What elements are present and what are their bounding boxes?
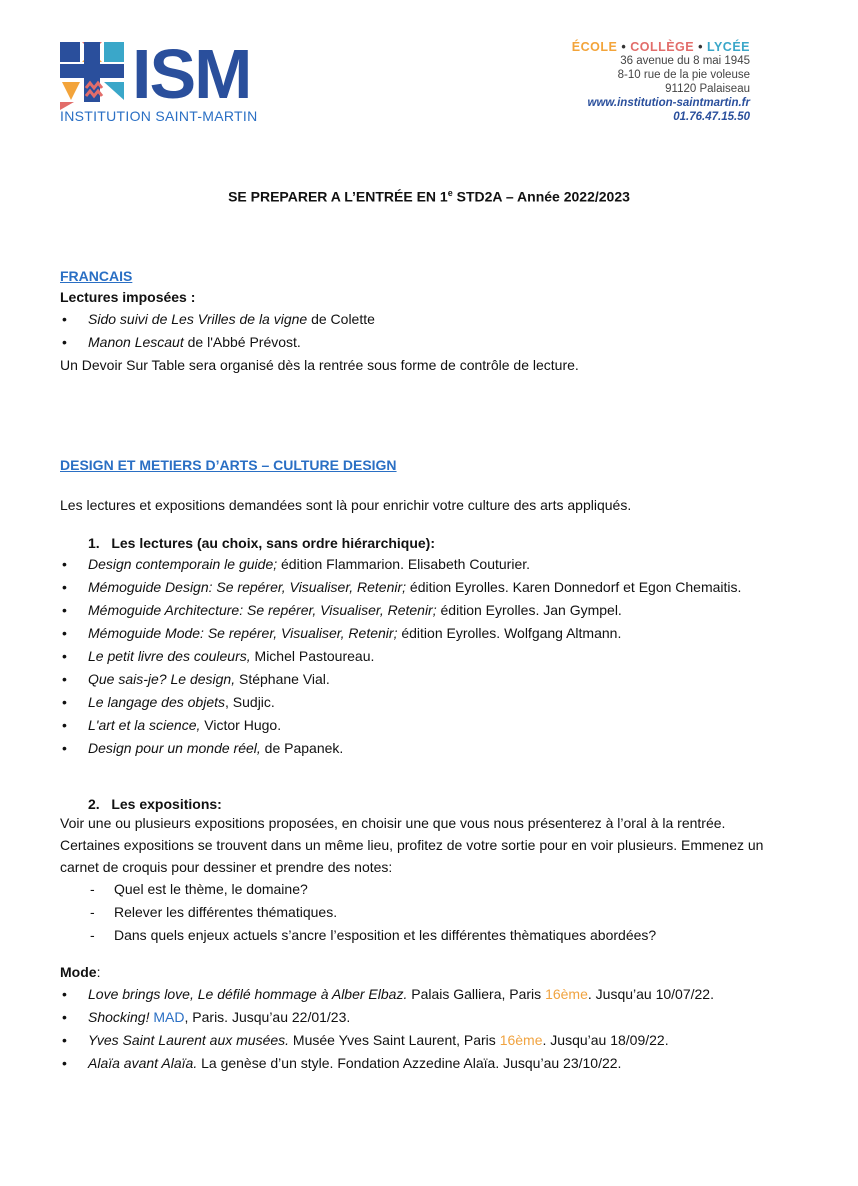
level-lycee: LYCÉE (706, 40, 750, 54)
address-line: 8-10 rue de la pie voleuse (617, 69, 750, 81)
expositions-intro: Voir une ou plusieurs expositions proposées, en choisir une que vous nous présenterez à l’oral à la rentrée. Certaines expositions se trouvent dans un même lieu, profitez de votre sortie pour en voir plusieurs. Emmenez un carnet de croquis pour dessiner et prendre des notes: (60, 815, 764, 875)
logo-mark-icon (60, 40, 126, 110)
section-francais (60, 268, 780, 376)
design-reading-list (60, 553, 780, 760)
list-item: • Sido suivi de Les Vrilles de la vigne de Colette (60, 308, 780, 331)
list-item: • Mémoguide Architecture: Se repérer, Visualiser, Retenir; édition Eyrolles. Jan Gympel. (60, 599, 780, 622)
list-item: - Dans quels enjeux actuels s’ancre l’esposition et les différentes thèmatiques abordées? (60, 924, 780, 947)
list-item: • Design contemporain le guide; édition Flammarion. Elisabeth Couturier. (60, 553, 780, 576)
section-heading-francais: FRANCAIS (60, 268, 133, 284)
section-design (60, 457, 780, 1075)
website-link[interactable]: www.institution-saintmartin.fr (587, 97, 750, 109)
list-item: • Love brings love, Le défilé hommage à Alber Elbaz. Palais Galliera, Paris 16ème. Jusqu’au 10/07/22. (60, 983, 780, 1006)
francais-note: Un Devoir Sur Table sera organisé dès la rentrée sous forme de contrôle de lecture. (60, 357, 579, 373)
francais-reading-list (60, 308, 780, 354)
list-item: • L'art et la science, Victor Hugo. (60, 714, 780, 737)
list-item: • Mémoguide Design: Se repérer, Visualiser, Retenir; édition Eyrolles. Karen Donnedorf et Egon Chemaitis. (60, 576, 780, 599)
list-item: • Mémoguide Mode: Se repérer, Visualiser, Retenir; édition Eyrolles. Wolfgang Altmann. (60, 622, 780, 645)
design-intro: Les lectures et expositions demandées sont là pour enrichir votre culture des arts appliqués. (60, 497, 632, 513)
document-title: SE PREPARER A L’ENTRÉE EN 1e STD2A – Année 2022/2023 (228, 188, 630, 205)
list-item: • Design pour un monde réel, de Papanek. (60, 737, 780, 760)
contact-block (572, 40, 750, 124)
lectures-imposees-label: Lectures imposées : (60, 289, 196, 305)
mode-exhibition-list (60, 983, 780, 1075)
institution-name: INSTITUTION SAINT-MARTIN (60, 108, 258, 124)
address-line: 91120 Palaiseau (665, 83, 750, 95)
list-item: • Alaïa avant Alaïa. La genèse d’un style. Fondation Azzedine Alaïa. Jusqu’au 23/10/22. (60, 1052, 780, 1075)
list-item: • Que sais-je? Le design, Stéphane Vial. (60, 668, 780, 691)
school-levels: ÉCOLE • COLLÈGE • LYCÉE (571, 40, 750, 54)
list-item: - Quel est le thème, le domaine? (60, 878, 780, 901)
list-item: • Le langage des objets, Sudjic. (60, 691, 780, 714)
list-item: - Relever les différentes thématiques. (60, 901, 780, 924)
address-line: 36 avenue du 8 mai 1945 (620, 55, 750, 67)
level-college: COLLÈGE (630, 40, 695, 54)
institution-logo (60, 35, 290, 130)
list-item: • Shocking! MAD, Paris. Jusqu’au 22/01/23. (60, 1006, 780, 1029)
phone-number: 01.76.47.15.50 (673, 111, 750, 123)
expositions-heading: 2. Les expositions: (88, 796, 222, 812)
list-item: • Manon Lescaut de l'Abbé Prévost. (60, 331, 780, 354)
list-item: • Le petit livre des couleurs, Michel Pastoureau. (60, 645, 780, 668)
mode-label: Mode: (60, 964, 101, 980)
list-item: • Yves Saint Laurent aux musées. Musée Yves Saint Laurent, Paris 16ème. Jusqu’au 18/09/22. (60, 1029, 780, 1052)
lectures-heading: 1. Les lectures (au choix, sans ordre hiérarchique): (88, 535, 436, 551)
section-heading-design: DESIGN ET METIERS D’ARTS – CULTURE DESIGN (60, 457, 397, 473)
logo-ism-text: ISM (132, 35, 251, 113)
questions-list (60, 878, 780, 947)
level-ecole: ÉCOLE (571, 40, 618, 54)
